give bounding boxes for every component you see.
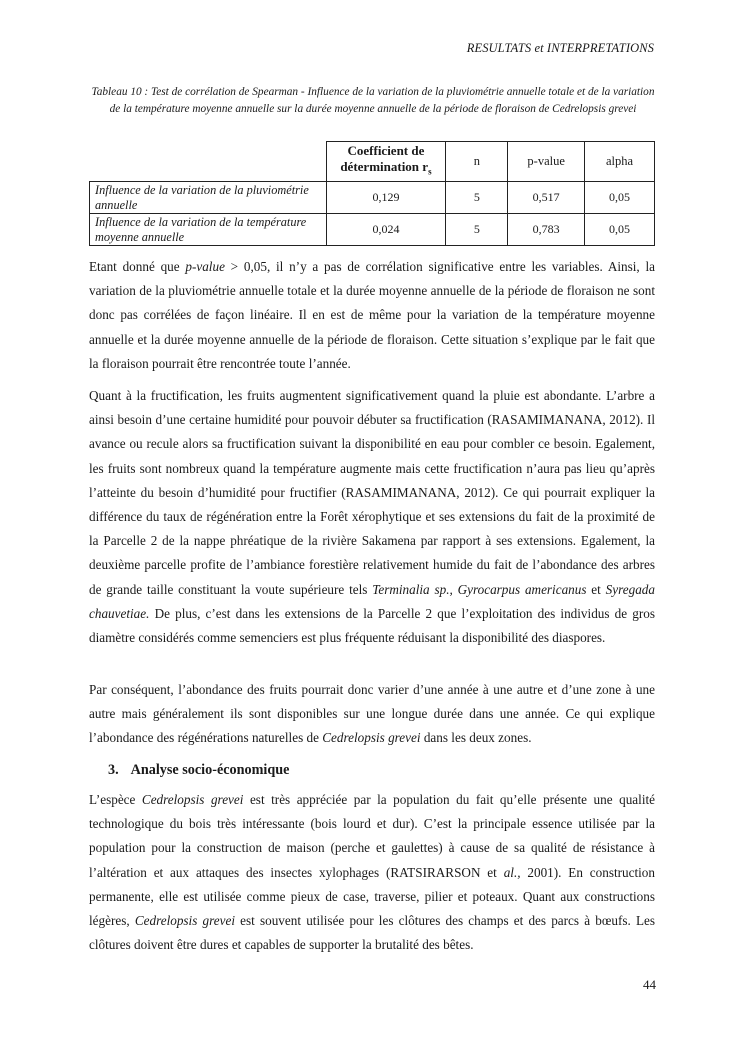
row-label: Influence de la variation de la température moyenne annuelle xyxy=(90,214,327,246)
text-run: L’espèce xyxy=(89,792,142,807)
italic-run: p-value xyxy=(185,259,225,274)
cell-n: 5 xyxy=(446,182,508,214)
italic-run: Syregada chauvetiae. xyxy=(89,581,655,621)
cell-pvalue: 0,783 xyxy=(508,214,585,246)
page-number: 44 xyxy=(643,977,656,992)
spearman-table xyxy=(89,141,655,246)
table-header-row xyxy=(90,142,655,182)
italic-run: Cedrelopsis grevei xyxy=(322,730,421,746)
header-coef-subscript: s xyxy=(428,166,432,177)
italic-run: Cedrelopsis grevei xyxy=(141,792,244,807)
header-coef-line2: détermination r xyxy=(340,159,429,175)
running-header: RESULTATS et INTERPRETATIONS xyxy=(466,41,654,55)
italic-run: Cedrelopsis grevei xyxy=(134,913,235,929)
section-heading xyxy=(108,762,289,779)
italic-run: Terminalia sp., Gyrocarpus americanus xyxy=(372,581,587,597)
text-run: Quant à la fructification, les fruits augmentent significativement quand la pluie est abondante. L’arbre a ainsi besoin d’une certaine humidité pour pouvoir débuter sa fructification (RASAMIMANANA, 2012). Il avance ou recule alors sa fructification suivant la disponibilité en eau pour combler ce besoin. Egalement, les fruits sont nombreux quand la température augmente mais cette fructification n’aura pas lieu qu’après l’atteinte du besoin d’humidité pour fructifier (RASAMIMANANA, 2012). Ce qui pourrait expliquer la différence du taux de régénération entre la Forêt xérophytique et ses extensions du fait de la proximité de la Parcelle 2 de la nappe phréatique de la rivière Sakamena par rapport à ses extensions. Egalement, la deuxième parcelle profite de l’ambiance forestière relativement humide du fait de l’abondance des arbres de grande taille constituant la voute supérieure tels xyxy=(89,388,655,597)
text-run: > 0,05, il n’y a pas de corrélation significative entre les variables. Ainsi, la variation de la pluviométrie annuelle totale et la durée moyenne annuelle de la période de floraison ne sont donc pas corrélées de façon linéaire. Il en est de même pour la variation de la température moyenne annuelle et la durée moyenne annuelle de la période de floraison. Cette situation s’explique par le fait que la floraison pourrait être rencontrée toute l’année. xyxy=(89,259,655,371)
header-coef-line1: Coefficient de xyxy=(347,143,425,159)
cell-coefficient: 0,024 xyxy=(326,214,446,246)
text-run: Etant donné que xyxy=(89,259,186,274)
cell-alpha: 0,05 xyxy=(585,182,655,214)
table-row xyxy=(90,182,655,214)
table-header-empty xyxy=(90,142,327,182)
cell-pvalue: 0,517 xyxy=(508,182,585,214)
header-coefficient xyxy=(326,142,446,182)
text-run: est souvent utilisée pour les clôtures des champs et des parcs à bœufs. Les clôtures doivent être dures et capables de supporter la brutalité des bêtes. xyxy=(89,913,655,953)
header-n: n xyxy=(446,142,508,182)
table-row xyxy=(90,214,655,246)
section-number: 3. xyxy=(108,762,119,778)
row-label: Influence de la variation de la pluviométrie annuelle xyxy=(90,182,327,214)
text-run: dans les deux zones. xyxy=(420,730,532,746)
italic-run: al., xyxy=(503,864,521,880)
section-title: Analyse socio-économique xyxy=(130,762,290,778)
paragraph-conclusion xyxy=(89,678,655,751)
text-run: Par conséquent, l’abondance des fruits pourrait donc varier d’une année à une autre et d’une zone à une autre mais généralement ils sont disponibles sur une longue durée dans une année. Ce qui explique l’abondance des régénérations naturelles de xyxy=(89,682,655,746)
paragraph-correlation xyxy=(89,255,655,376)
text-run: et xyxy=(586,581,606,597)
header-pvalue: p-value xyxy=(508,142,585,182)
cell-coefficient: 0,129 xyxy=(326,182,446,214)
header-alpha: alpha xyxy=(585,142,655,182)
cell-alpha: 0,05 xyxy=(585,214,655,246)
text-run: 2001). En construction permanente, elle est utilisée comme pieux de case, traverse, pilier et poteaux. Quant aux constructions légères, xyxy=(89,864,655,929)
cell-n: 5 xyxy=(446,214,508,246)
text-run: De plus, c’est dans les extensions de la Parcelle 2 que l’exploitation des individus de gros diamètre considérés comme semenciers est plus fréquente réduisant la disponibilité des diaspores. xyxy=(89,605,655,646)
paragraph-fructification xyxy=(89,384,655,650)
text-run: est très appréciée par la population du fait qu’elle présente une qualité technologique du bois très intéressante (bois lourd et dur). C’est la principale essence utilisée par la population pour la construction de maison (perche et gaulettes) à cause de sa qualité de résistance à l’altération et aux attaques des insectes xylophages (RATSIRARSON et xyxy=(89,792,655,880)
paragraph-socio-economic xyxy=(89,788,655,957)
table-caption: Tableau 10 : Test de corrélation de Spearman - Influence de la variation de la pluviométrie annuelle totale et de la variation de la température moyenne annuelle sur la durée moyenne annuelle de la période de floraison de Cedrelopsis grevei xyxy=(91,86,655,115)
